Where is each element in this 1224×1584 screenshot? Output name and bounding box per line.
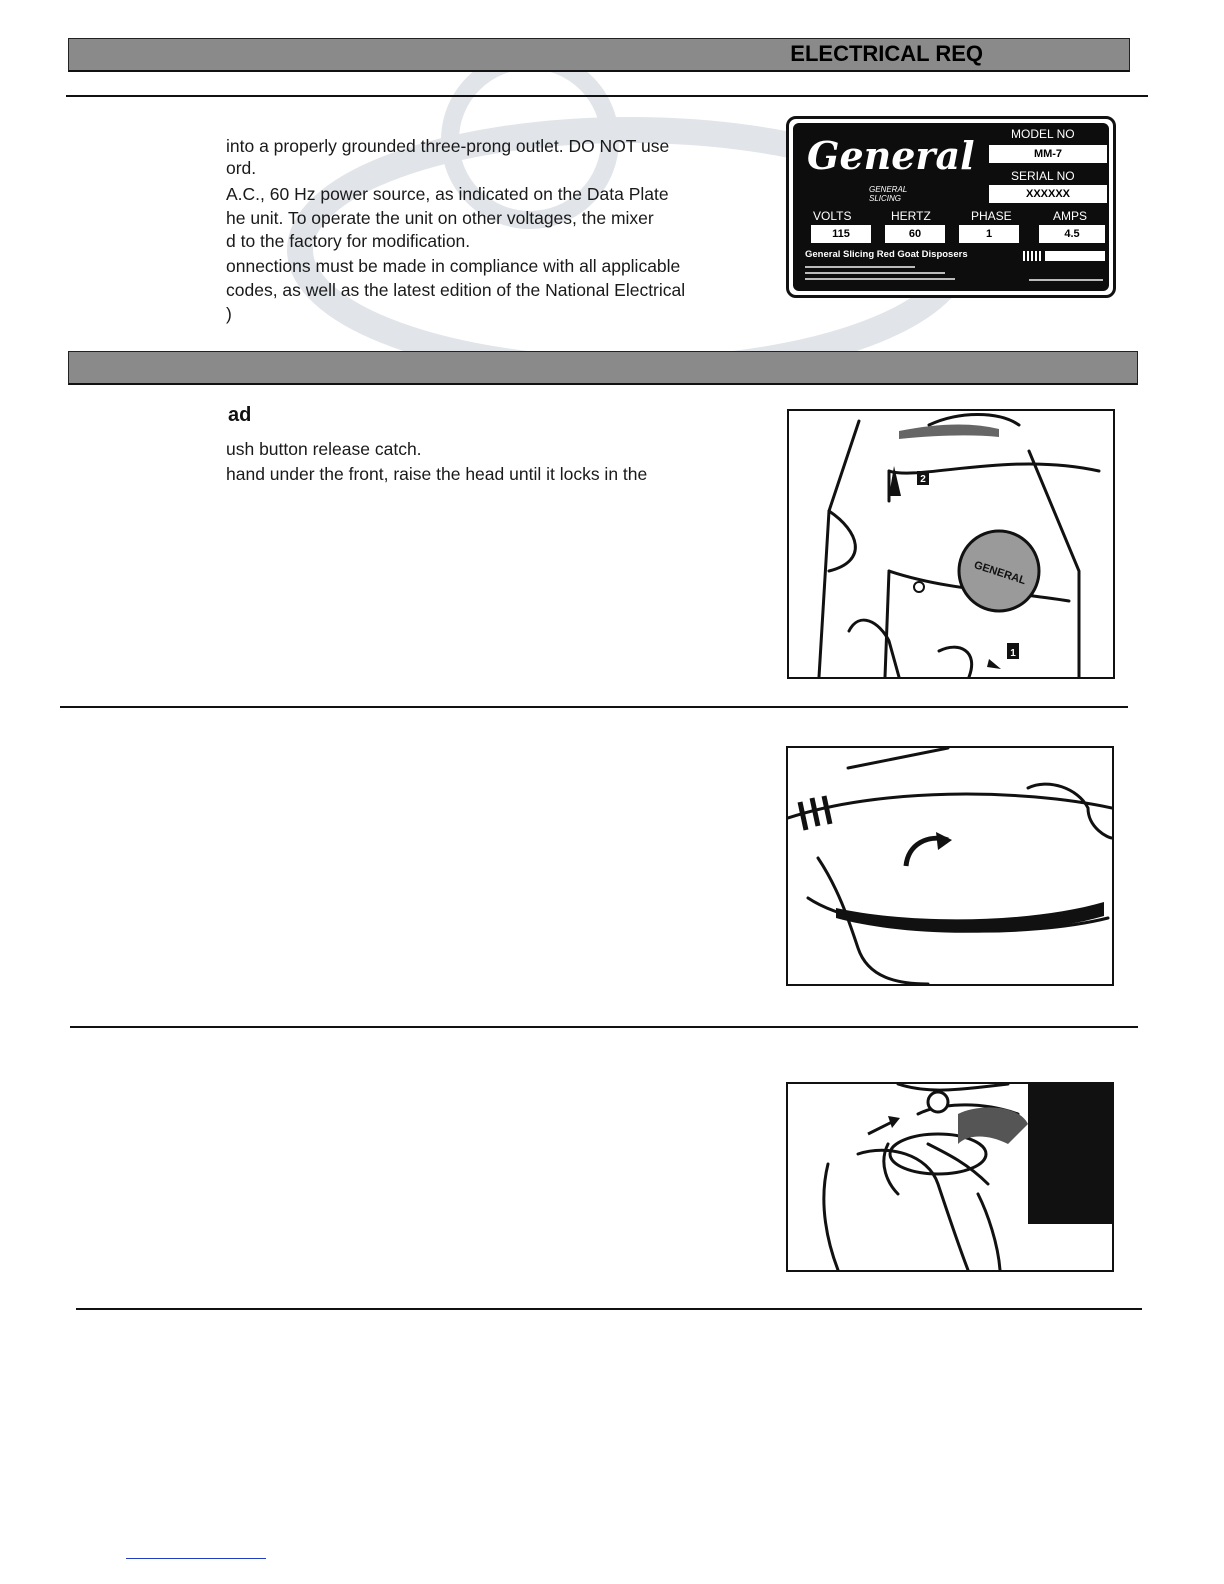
text-line: hand under the front, raise the head until it locks in the [226, 464, 648, 484]
company-name: General Slicing Red Goat Disposers [805, 249, 968, 260]
divider [66, 95, 1148, 97]
text-line: ord. [226, 158, 257, 178]
model-value: MM-7 [989, 145, 1107, 163]
text-line: ) [226, 304, 232, 324]
attach-beater-illustration [788, 1084, 1112, 1270]
raise-head-illustration [789, 411, 1113, 677]
step-1-label: 1 [1010, 648, 1016, 659]
volts-value: 115 [811, 225, 871, 243]
arrow-icon [987, 659, 1001, 669]
volts-label: VOLTS [813, 209, 852, 223]
divider [76, 1308, 1142, 1310]
model-label: MODEL NO [1011, 127, 1075, 141]
badge-text: GENERAL [972, 559, 1028, 588]
section-heading: ad [228, 404, 252, 426]
part-number [1029, 279, 1103, 281]
text-line: A.C., 60 Hz power source, as indicated on the Data Plate [226, 184, 669, 204]
data-plate [786, 116, 1116, 298]
amps-label: AMPS [1053, 209, 1088, 223]
text-line: codes, as well as the latest edition of the National Electrical [226, 280, 686, 300]
maker-badge [1045, 251, 1105, 261]
section-title: ELECTRICAL REQ [790, 41, 983, 66]
rotate-bowl-illustration [788, 748, 1112, 984]
text-line: he unit. To operate the unit on other voltages, the mixer [226, 208, 654, 228]
figure-rotate-bowl [786, 746, 1114, 986]
hertz-value: 60 [885, 225, 945, 243]
step-2-label: 2 [920, 474, 926, 485]
brand-subtitle: GENERAL SLICING [869, 185, 908, 203]
address-block [805, 262, 965, 284]
divider [60, 706, 1128, 708]
figure-raise-head [787, 409, 1115, 679]
footer-link-underline[interactable] [126, 1558, 266, 1559]
phase-label: PHASE [971, 209, 1012, 223]
figure-attach-beater [786, 1082, 1114, 1272]
section-header-bar-2 [68, 351, 1138, 385]
section-header-bar [68, 38, 1130, 72]
amps-value: 4.5 [1039, 225, 1105, 243]
text-line: d to the factory for modification. [226, 231, 471, 251]
serial-label: SERIAL NO [1011, 169, 1075, 183]
divider [70, 1026, 1138, 1028]
serial-value: XXXXXX [989, 185, 1107, 203]
phase-value: 1 [959, 225, 1019, 243]
text-line: onnections must be made in compliance with all applicable [226, 256, 681, 276]
brand-logo: General [807, 133, 975, 178]
text-line: into a properly grounded three-prong outlet. DO NOT use [226, 136, 670, 156]
hertz-label: HERTZ [891, 209, 931, 223]
barcode-graphic [1023, 251, 1041, 261]
text-line: ush button release catch. [226, 439, 422, 459]
